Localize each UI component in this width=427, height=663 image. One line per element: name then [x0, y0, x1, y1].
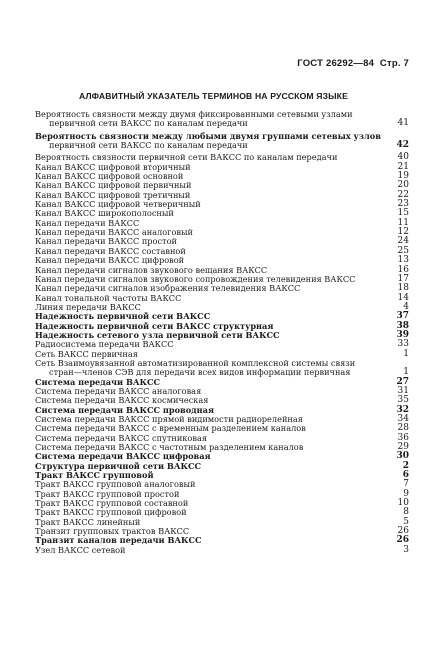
index-reference-number: 38 [396, 320, 409, 331]
index-entry [35, 508, 409, 517]
index-entry [35, 153, 409, 162]
index-term: Канал передачи сигналов звукового сопровождения телевидения ВАКСС [35, 274, 356, 284]
index-entry [35, 490, 409, 499]
index-term: Транзит каналов передачи ВАКСС [35, 536, 202, 546]
index-entry [35, 312, 409, 321]
index-entry [35, 110, 409, 129]
index-term: Линия передачи ВАКСС [35, 302, 141, 312]
index-term: Канал тональной частоты ВАКСС [35, 293, 182, 303]
index-reference-number: 16 [397, 264, 409, 275]
index-reference-number: 3 [403, 544, 409, 555]
index-term-continuation: первичной сети ВАКСС по каналам передачи [49, 140, 248, 151]
index-reference-number: 25 [397, 245, 409, 256]
index-reference-number: 35 [397, 395, 409, 406]
index-entry [35, 499, 409, 508]
index-entry [35, 415, 409, 424]
index-entry [35, 191, 409, 200]
index-reference-number: 19 [397, 171, 409, 182]
index-term: Система передачи ВАКСС космическая [35, 396, 209, 406]
index-reference-number: 26 [396, 535, 409, 546]
index-reference-number: 10 [397, 498, 409, 509]
index-reference-number: 1 [403, 348, 409, 359]
index-title: АЛФАВИТНЫЙ УКАЗАТЕЛЬ ТЕРМИНОВ НА РУССКОМ ЯЗЫКЕ [79, 91, 348, 101]
index-term: Канал передачи сигналов изображения телевидения ВАКСС [35, 284, 301, 294]
index-term: Канал передачи ВАКСС составной [35, 246, 186, 256]
index-entry [35, 518, 409, 527]
index-entry [35, 132, 409, 151]
index-entry [35, 480, 409, 489]
index-entry [35, 331, 409, 340]
index-term: Канал ВАКСС цифровой вторичный [35, 162, 191, 172]
index-term: Надежность первичной сети ВАКСС структурная [35, 321, 274, 331]
index-reference-number: 37 [396, 311, 409, 322]
index-term: Система передачи ВАКСС спутниковая [35, 433, 208, 443]
index-reference-number: 15 [397, 208, 409, 219]
index-entry [35, 228, 409, 237]
index-term: Радиосистема передачи ВАКСС [35, 340, 174, 350]
index-reference-number: 28 [397, 423, 409, 434]
index-term: Сеть ВАКСС первичная [35, 349, 138, 359]
index-entry [35, 200, 409, 209]
index-reference-number: 34 [397, 414, 409, 424]
index-reference-number: 36 [397, 432, 409, 443]
index-term: Канал ВАКСС цифровой основной [35, 172, 184, 182]
index-entry [35, 396, 409, 405]
index-term: Транзит групповых трактов ВАКСС [35, 527, 190, 537]
index-term: Тракт ВАКСС групповой [35, 471, 154, 481]
index-entry [35, 452, 409, 461]
index-entry [35, 406, 409, 415]
index-reference-number: 17 [397, 273, 409, 284]
index-term: Канал передачи ВАКСС аналоговый [35, 228, 193, 238]
index-term: Система передачи ВАКСС с временным разделением каналов [35, 424, 306, 434]
index-reference-number: 41 [397, 118, 409, 129]
index-reference-number: 42 [396, 140, 409, 151]
index-term: Система передачи ВАКСС прямой видимости радиорелейная [35, 415, 303, 424]
index-entry [35, 443, 409, 452]
index-term: Система передачи ВАКСС цифровая [35, 452, 211, 462]
index-reference-number: 8 [403, 507, 409, 518]
index-entry [35, 471, 409, 480]
index-reference-number: 40 [397, 152, 409, 163]
index-reference-number: 27 [396, 376, 409, 387]
index-term: Вероятность связности между любыми двумя группами сетевых узлов [35, 131, 381, 141]
index-reference-number: 26 [397, 526, 409, 537]
index-entry [35, 172, 409, 181]
index-reference-number: 2 [402, 460, 409, 471]
index-reference-number: 39 [396, 329, 409, 340]
index-reference-number: 1 [403, 367, 409, 378]
page-number: Стр. 7 [379, 58, 409, 69]
index-reference-number: 22 [397, 189, 409, 200]
index-term: Канал передачи сигналов звукового вещания ВАКСС [35, 265, 268, 275]
index-entry [35, 546, 409, 555]
index-term: Тракт ВАКСС групповой простой [35, 489, 180, 499]
index-reference-number: 30 [396, 451, 409, 462]
index-term-continuation: стран—членов СЭВ для передачи всех видов информации первичная [49, 367, 351, 378]
index-term: Сеть Взаимоувязанной автоматизированной комплексной системы связи [35, 358, 356, 368]
index-term: Система передачи ВАКСС проводная [35, 405, 214, 415]
index-entry [35, 256, 409, 265]
index-entry [35, 322, 409, 331]
index-entry [35, 294, 409, 303]
index-term-continuation: первичной сети ВАКСС по каналам передачи [49, 118, 248, 129]
index-entry [35, 424, 409, 433]
index-reference-number: 9 [403, 488, 409, 499]
index-entry [35, 527, 409, 536]
index-reference-number: 20 [397, 180, 409, 191]
index-term: Надежность сетевого узла первичной сети ВАКСС [35, 330, 280, 340]
index-entry [35, 266, 409, 275]
index-term: Система передачи ВАКСС с частотным разделением каналов [35, 443, 304, 453]
index-term: Система передачи ВАКСС аналоговая [35, 386, 202, 396]
index-term: Канал передачи ВАКСС цифровой [35, 256, 185, 266]
index-term: Тракт ВАКСС линейный [35, 517, 141, 527]
term-index-list [35, 110, 409, 555]
index-reference-number: 7 [403, 479, 409, 490]
index-entry [35, 275, 409, 284]
index-reference-number: 33 [397, 339, 409, 350]
index-term: Вероятность связности первичной сети ВАКСС по каналам передачи [35, 153, 338, 163]
index-term: Тракт ВАКСС групповой аналоговый [35, 480, 196, 490]
index-reference-number: 12 [397, 227, 409, 238]
index-entry [35, 378, 409, 387]
index-term: Канал ВАКСС цифровой третичный [35, 190, 191, 200]
index-entry [35, 284, 409, 293]
index-reference-number: 6 [402, 470, 409, 481]
index-entry [35, 237, 409, 246]
index-entry [35, 303, 409, 312]
index-entry [35, 350, 409, 359]
index-entry [35, 181, 409, 190]
index-reference-number: 11 [397, 217, 409, 228]
index-term: Тракт ВАКСС групповой составной [35, 499, 189, 509]
index-term: Надежность первичной сети ВАКСС [35, 312, 211, 322]
index-reference-number: 31 [397, 385, 409, 396]
index-term: Вероятность связности между двумя фиксированными сетевыми узлами [35, 110, 353, 119]
index-reference-number: 32 [396, 404, 409, 415]
standard-number: ГОСТ 26292—84 [297, 58, 375, 69]
index-reference-number: 29 [397, 442, 409, 453]
index-reference-number: 24 [397, 236, 409, 247]
index-reference-number: 4 [403, 301, 409, 312]
index-term: Канал ВАКСС широкополосный [35, 209, 174, 219]
index-entry [35, 219, 409, 228]
index-entry [35, 209, 409, 218]
index-entry [35, 462, 409, 471]
index-term: Канал передачи ВАКСС простой [35, 237, 177, 247]
index-term: Узел ВАКСС сетевой [35, 545, 126, 555]
index-entry [35, 387, 409, 396]
index-reference-number: 14 [397, 292, 409, 303]
index-entry [35, 340, 409, 349]
index-entry [35, 536, 409, 545]
index-entry [35, 434, 409, 443]
index-term: Канал ВАКСС цифровой первичный [35, 181, 192, 191]
page-header [297, 58, 409, 69]
index-term: Структура первичной сети ВАКСС [35, 461, 201, 471]
index-reference-number: 21 [397, 161, 409, 172]
index-entry [35, 247, 409, 256]
index-entry [35, 359, 409, 378]
index-term: Тракт ВАКСС групповой цифровой [35, 508, 187, 518]
index-reference-number: 13 [397, 255, 409, 266]
index-reference-number: 5 [403, 516, 409, 527]
index-reference-number: 18 [397, 283, 409, 294]
index-term: Канал передачи ВАКСС [35, 218, 140, 228]
index-entry [35, 163, 409, 172]
index-term: Канал ВАКСС цифровой четверичный [35, 200, 201, 210]
index-reference-number: 23 [397, 199, 409, 210]
index-term: Система передачи ВАКСС [35, 377, 161, 387]
